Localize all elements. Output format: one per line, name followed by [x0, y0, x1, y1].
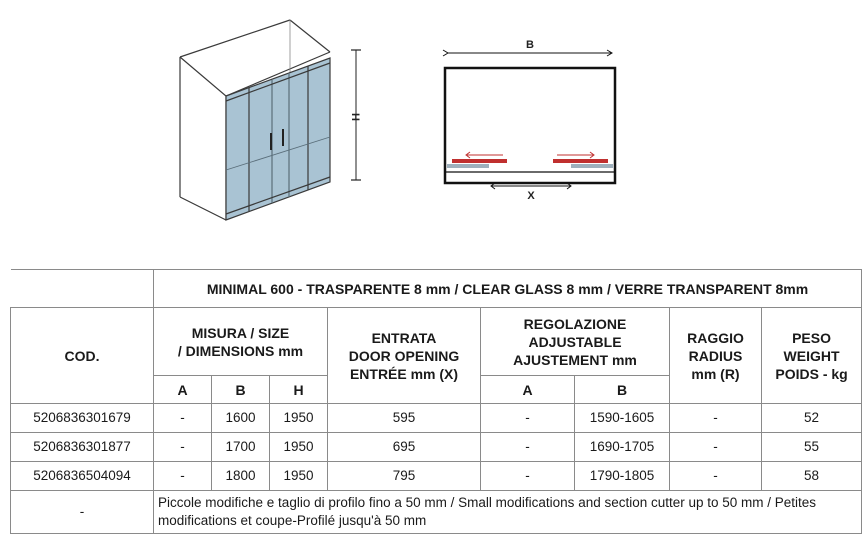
size-h-header: H [270, 376, 328, 404]
table-row [11, 462, 862, 491]
size-b-cell: 1700 [212, 433, 270, 462]
cod-cell: 5206836301679 [11, 404, 154, 433]
radius-cell: - [670, 404, 762, 433]
table-row [11, 433, 862, 462]
size-b-cell: 1600 [212, 404, 270, 433]
size-b-header: B [212, 376, 270, 404]
product-drawings [0, 0, 863, 255]
entrance-cell: 595 [328, 404, 481, 433]
adjust-a-cell: - [481, 404, 575, 433]
adjust-header: REGOLAZIONE ADJUSTABLE AJUSTEMENT mm [481, 308, 670, 376]
opening-label: X [527, 190, 535, 202]
adjust-a-header: A [481, 376, 575, 404]
note-row [11, 491, 862, 534]
plan-view-drawing [443, 50, 615, 189]
size-a-cell: - [154, 433, 212, 462]
entrance-header: ENTRATA DOOR OPENING ENTRÉE mm (X) [328, 308, 481, 404]
size-header: MISURA / SIZE / DIMENSIONS mm [154, 308, 328, 376]
radius-cell: - [670, 462, 762, 491]
note-text: Piccole modifiche e taglio di profilo fino a 50 mm / Small modifications and section cutter up to 50 mm / Petites modifications et coupe-Profilé jusqu'à 50 mm [154, 491, 862, 534]
radius-header: RAGGIO RADIUS mm (R) [670, 308, 762, 404]
adjust-a-cell: - [481, 462, 575, 491]
cod-cell: 5206836504094 [11, 462, 154, 491]
cod-cell: 5206836301877 [11, 433, 154, 462]
width-label: B [526, 39, 534, 51]
adjust-b-cell: 1790-1805 [575, 462, 670, 491]
note-cod-cell: - [11, 491, 154, 534]
table-row [11, 404, 862, 433]
adjust-b-cell: 1690-1705 [575, 433, 670, 462]
spec-table [10, 269, 862, 534]
adjust-b-header: B [575, 376, 670, 404]
entrance-cell: 695 [328, 433, 481, 462]
weight-header: PESO WEIGHT POIDS - kg [762, 308, 862, 404]
weight-cell: 52 [762, 404, 862, 433]
size-h-cell: 1950 [270, 462, 328, 491]
adjust-a-cell: - [481, 433, 575, 462]
size-h-cell: 1950 [270, 404, 328, 433]
weight-cell: 58 [762, 462, 862, 491]
radius-cell: - [670, 433, 762, 462]
table-title: MINIMAL 600 - TRASPARENTE 8 mm / CLEAR GLASS 8 mm / VERRE TRANSPARENT 8mm [154, 270, 862, 308]
size-a-header: A [154, 376, 212, 404]
weight-cell: 55 [762, 433, 862, 462]
size-a-cell: - [154, 404, 212, 433]
entrance-cell: 795 [328, 462, 481, 491]
size-a-cell: - [154, 462, 212, 491]
title-spacer [11, 270, 154, 308]
size-h-cell: 1950 [270, 433, 328, 462]
adjust-b-cell: 1590-1605 [575, 404, 670, 433]
enclosure-3d-drawing [180, 20, 361, 220]
size-b-cell: 1800 [212, 462, 270, 491]
height-label: H [349, 113, 361, 121]
cod-header: COD. [11, 308, 154, 404]
